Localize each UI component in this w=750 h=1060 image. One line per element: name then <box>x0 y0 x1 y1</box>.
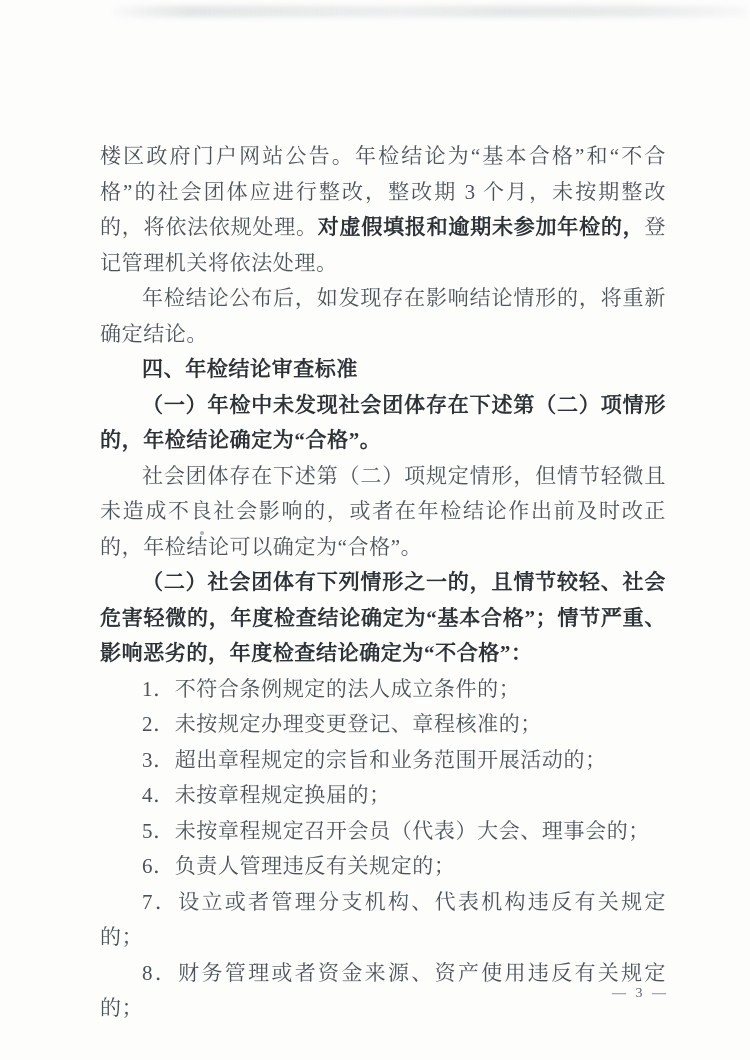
bold-text-segment: （二）社会团体有下列情形之一的，且情节较轻、社会危害轻微的，年度检查结论确定为“基本合格”；情节严重、影响恶劣的，年度检查结论确定为“不合格”： <box>100 570 666 665</box>
list-item <box>100 885 666 956</box>
text-segment: 8．财务管理或者资金来源、资产使用违反有关规定的； <box>100 960 666 1020</box>
text-segment: 4．未按章程规定换届的； <box>142 783 391 807</box>
body-paragraph <box>100 565 666 672</box>
scan-edge-shadow <box>112 6 748 17</box>
list-item <box>100 956 666 1027</box>
text-segment: 1．不符合条例规定的法人成立条件的； <box>142 676 521 701</box>
text-segment: 楼区政府门户网站公告。年检结论为“基本合格”和“不合格”的社会团体应进行整改，整改期 3 个月，未按期整改的，将依法依规处理。 <box>100 144 666 239</box>
bold-text-segment: （一）年检中未发现社会团体存在下述第（二）项情形的，年检结论确定为“合格”。 <box>100 392 666 452</box>
list-item <box>100 849 666 885</box>
list-item <box>100 743 666 779</box>
bold-text-segment: 对虚假填报和逾期未参加年检的， <box>317 215 645 239</box>
text-segment: 2．未按规定办理变更登记、章程核准的； <box>142 712 542 736</box>
text-segment: 7．设立或者管理分支机构、代表机构违反有关规定的； <box>100 889 666 949</box>
text-segment: 5．未按章程规定召开会员（代表）大会、理事会的； <box>142 818 650 843</box>
text-segment: 社会团体存在下述第（二）项规定情形，但情节轻微且未造成不良社会影响的，或者在年检结论作出前及时改正的，年检结论可以确定为“合格”。 <box>100 463 666 559</box>
text-segment: 6．负责人管理违反有关规定的； <box>142 854 456 878</box>
list-item <box>100 814 666 850</box>
text-segment: 年检结论公布后，如发现存在影响结论情形的，将重新确定结论。 <box>100 286 666 346</box>
section-heading <box>100 352 666 388</box>
document-body <box>100 139 666 1027</box>
bold-text-segment: 四、年检结论审查标准 <box>142 357 358 381</box>
text-segment: 3．超出章程规定的宗旨和业务范围开展活动的； <box>142 747 607 772</box>
body-paragraph <box>100 388 666 459</box>
page-number: — 3 — <box>612 986 669 1001</box>
body-paragraph <box>100 281 666 352</box>
text-segment: 登记管理机关将依法处理。 <box>100 215 667 275</box>
body-paragraph <box>100 459 666 566</box>
list-item <box>100 672 666 708</box>
body-paragraph <box>100 139 666 281</box>
list-item <box>100 707 666 743</box>
list-item <box>100 778 666 814</box>
